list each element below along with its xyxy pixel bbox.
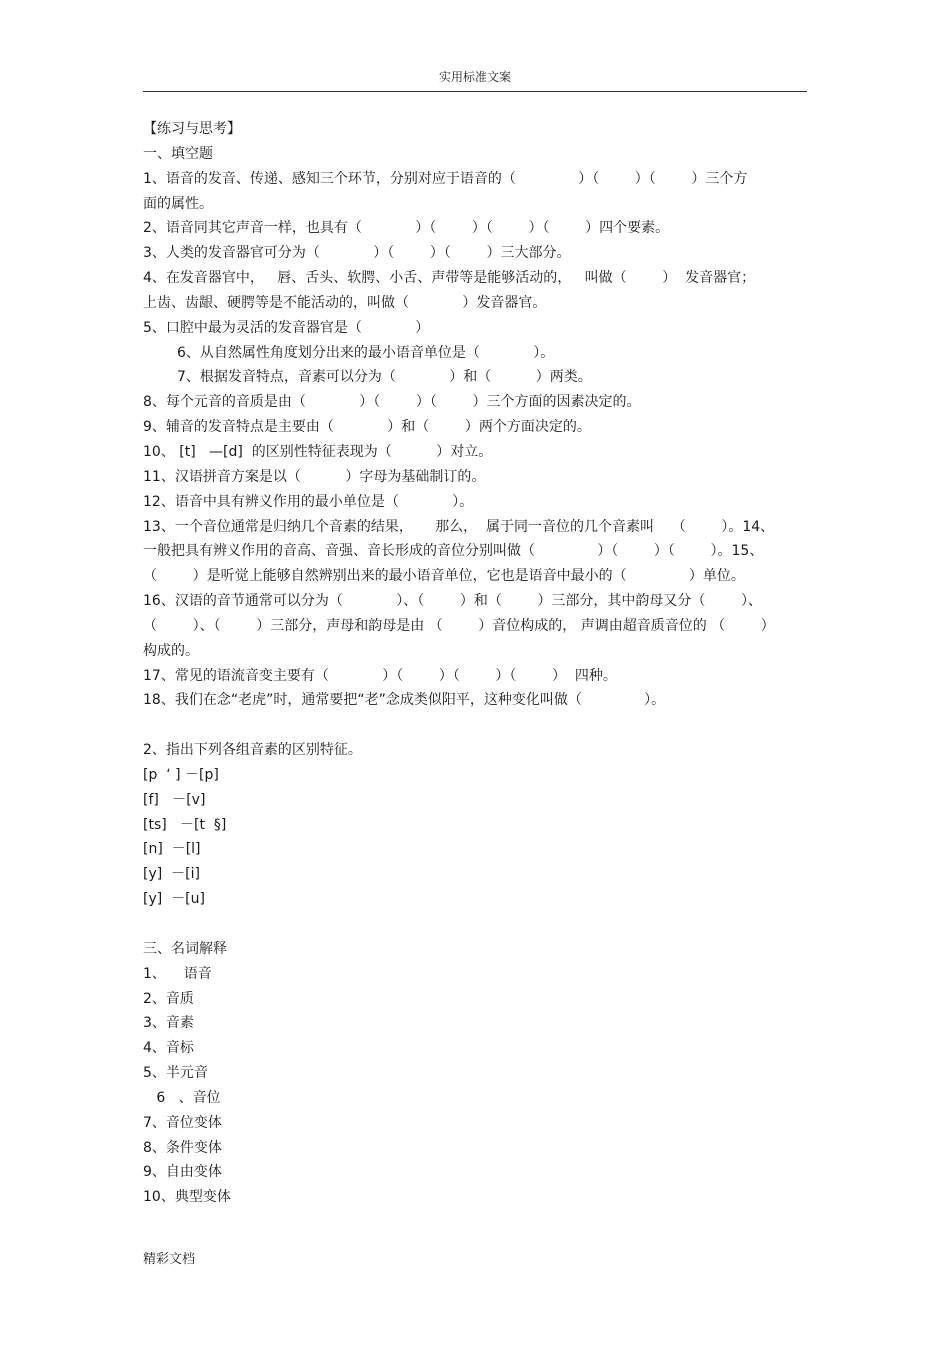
phoneme-pair: [y] －[i] — [143, 866, 200, 883]
spacer — [143, 713, 807, 738]
section3-title: 三、名词解释 — [143, 940, 227, 957]
question-line: 构成的。 — [143, 642, 199, 659]
question-line-indented: 7、根据发音特点，音素可以分为（ ）和（ ）两类。 — [177, 369, 592, 386]
question-line: 3、人类的发音器官可分为（ ）（ ）（ ）三大部分。 — [143, 245, 571, 262]
question-line: 9、辅音的发音特点是主要由（ ）和（ ）两个方面决定的。 — [143, 419, 591, 436]
question-line: 4、在发音器官中， 唇、舌头、软腭、小舌、声带等是能够活动的， 叫做（ ） 发音器官； — [143, 270, 756, 287]
section1-title: 一、填空题 — [143, 145, 213, 162]
question-line: 8、每个元音的音质是由（ ）（ ）（ ）三个方面的因素决定的。 — [143, 394, 641, 411]
term-item: 2、音质 — [143, 990, 194, 1007]
question-line: 面的属性。 — [143, 195, 213, 212]
question-line: （ ）、（ ）三部分，声母和韵母是由 （ ）音位构成的， 声调由超音质音位的 （ ） — [143, 617, 775, 634]
question-line: 一般把具有辨义作用的音高、音强、音长形成的音位分别叫做（ ）（ ）（ ）。15、 — [143, 543, 764, 560]
term-item: 1、 语音 — [143, 965, 212, 982]
term-item: 10、典型变体 — [143, 1189, 231, 1206]
question-line: 2、语音同其它声音一样，也具有（ ）（ ）（ ）（ ）四个要素。 — [143, 220, 670, 237]
question-line: 11、汉语拼音方案是以（ ）字母为基础制订的。 — [143, 468, 486, 485]
question-line-indented: 6、从自然属性角度划分出来的最小语音单位是（ ）。 — [177, 344, 555, 361]
section2-title: 2、指出下列各组音素的区别特征。 — [143, 742, 362, 759]
page-footer: 精彩文档 — [143, 1252, 196, 1267]
phoneme-pair: [ts] －[t §] — [143, 816, 227, 833]
phoneme-pair: [p ‘ ] －[p] — [143, 766, 219, 783]
question-line: 13、一个音位通常是归纳几个音素的结果， 那么， 属于同一音位的几个音素叫 （ ）。14、 — [143, 518, 775, 535]
question-line: 12、语音中具有辨义作用的最小单位是（ ）。 — [143, 493, 474, 510]
question-line: 10、 [t] —[d] 的区别性特征表现为（ ）对立。 — [143, 443, 493, 460]
question-line: 1、语音的发音、传递、感知三个环节，分别对应于语音的（ ）（ ）（ ）三个方 — [143, 170, 748, 187]
question-line: 17、常见的语流音变主要有（ ）（ ）（ ）（ ） 四种。 — [143, 667, 617, 684]
header-divider — [143, 91, 807, 92]
document-body — [143, 117, 807, 1210]
term-item: 9、自由变体 — [143, 1164, 222, 1181]
question-line: 5、口腔中最为灵活的发音器官是（ ） — [143, 319, 430, 336]
question-line: （ ）是听觉上能够自然辨别出来的最小语音单位，它也是语音中最小的（ ）单位。 — [143, 568, 745, 585]
term-item: 3、音素 — [143, 1015, 194, 1032]
term-item: 6 、音位 — [143, 1089, 221, 1106]
spacer — [143, 912, 807, 937]
question-line: 18、我们在念“老虎”时，通常要把“老”念成类似阳平，这种变化叫做（ ）。 — [143, 692, 666, 709]
phoneme-pair: [f] －[v] — [143, 791, 206, 808]
page-header: 实用标准文案 — [438, 70, 511, 84]
question-line: 上齿、齿龈、硬腭等是不能活动的，叫做（ ）发音器官。 — [143, 294, 547, 311]
phoneme-pair: [n] －[l] — [143, 841, 201, 858]
term-item: 4、音标 — [143, 1040, 194, 1057]
question-line: 16、汉语的音节通常可以分为（ ）、（ ）和（ ）三部分，其中韵母又分（ ）、 — [143, 593, 763, 610]
term-item: 7、音位变体 — [143, 1114, 222, 1131]
exercise-heading: 【练习与思考】 — [143, 121, 241, 137]
phoneme-pair: [y] －[u] — [143, 891, 205, 908]
term-item: 5、半元音 — [143, 1065, 208, 1082]
term-item: 8、条件变体 — [143, 1139, 222, 1156]
